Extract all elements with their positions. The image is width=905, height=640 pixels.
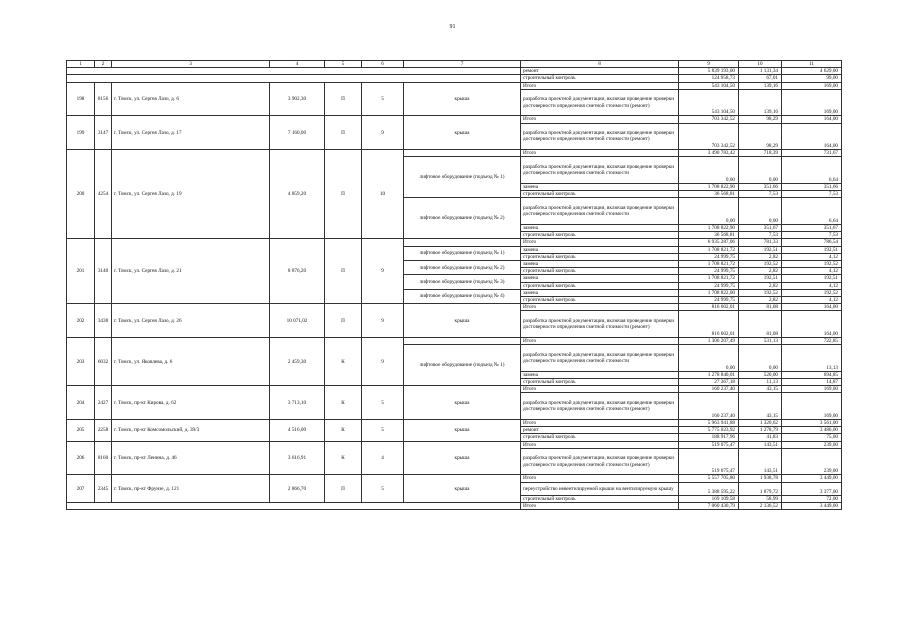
value-cell: 816 602,01 — [679, 304, 739, 311]
floors-cell: 4 — [362, 441, 404, 475]
value-cell: 143,51 — [739, 448, 782, 475]
empty-cell — [404, 239, 521, 246]
value-cell: 519 075,47 — [679, 448, 739, 475]
element-cell: лифтовое оборудование (подъезд № 1) — [404, 246, 521, 260]
wall-type-cell: К — [325, 338, 362, 386]
value-cell: 169,00 — [782, 386, 842, 393]
address-cell: г. Томск, ул. Сергея Лазо, д. 17 — [112, 116, 270, 150]
building-code-cell: 2427 — [95, 386, 112, 420]
value-cell: 169 109,58 — [679, 495, 739, 502]
column-header: 3 — [112, 61, 270, 68]
building-code-cell: 8156 — [95, 82, 112, 116]
value-cell: 124 958,73 — [679, 75, 739, 82]
value-cell: 731,67 — [782, 150, 842, 157]
value-cell: 98,29 — [739, 123, 782, 150]
value-cell: 24 999,75 — [679, 268, 739, 275]
value-cell: 160 237,40 — [679, 386, 739, 393]
value-cell: 81,08 — [739, 311, 782, 338]
value-cell: 7 060 430,79 — [679, 503, 739, 510]
wall-type-cell: П — [325, 475, 362, 503]
value-cell: 98,29 — [739, 116, 782, 123]
value-cell: 58,99 — [739, 495, 782, 502]
wall-type-cell: П — [325, 304, 362, 338]
value-cell: 14,87 — [782, 379, 842, 386]
area-cell: 3 713,10 — [270, 386, 325, 420]
work-type-cell: строительный контроль — [521, 253, 679, 260]
value-cell: 7,53 — [739, 191, 782, 198]
value-cell: 531,13 — [739, 338, 782, 345]
value-cell: 718,39 — [739, 150, 782, 157]
work-type-cell: строительный контроль — [521, 268, 679, 275]
table-row — [67, 68, 842, 75]
row-number-cell: 207 — [67, 475, 95, 503]
value-cell: 786,54 — [782, 239, 842, 246]
work-type-cell: строительный контроль — [521, 282, 679, 289]
row-number-cell: 203 — [67, 338, 95, 386]
value-cell: 5 775 023,92 — [679, 427, 739, 434]
address-cell: г. Томск, пр-кт Ленина, д. 46 — [112, 441, 270, 475]
floors-cell: 5 — [362, 386, 404, 420]
work-type-cell: замена — [521, 289, 679, 296]
work-type-cell: замена — [521, 261, 679, 268]
value-cell: 6 935 287,06 — [679, 239, 739, 246]
value-cell: 164,00 — [782, 304, 842, 311]
value-cell: 816 602,01 — [679, 311, 739, 338]
repair-schedule-table — [66, 60, 842, 510]
element-cell: крыша — [404, 116, 521, 150]
work-type-cell: строительный контроль — [521, 495, 679, 502]
value-cell: 7,53 — [782, 232, 842, 239]
value-cell: 1 320,62 — [739, 420, 782, 427]
building-code-cell: 4254 — [95, 150, 112, 239]
work-type-cell: Итого — [521, 82, 679, 89]
value-cell: 2,82 — [739, 282, 782, 289]
value-cell: 0,00 — [739, 345, 782, 372]
value-cell: 543 104,50 — [679, 89, 739, 116]
value-cell: 2,82 — [739, 253, 782, 260]
work-type-cell: замена — [521, 275, 679, 282]
column-header: 8 — [521, 61, 679, 68]
work-type-cell: замена — [521, 225, 679, 232]
area-cell: 4 516,00 — [270, 420, 325, 442]
floors-cell: 5 — [362, 82, 404, 116]
value-cell: 1 708 822,90 — [679, 225, 739, 232]
value-cell: 1 708 821,72 — [679, 246, 739, 253]
value-cell: 1 879,72 — [739, 482, 782, 495]
value-cell: 43,15 — [739, 386, 782, 393]
wall-type-cell: К — [325, 441, 362, 475]
element-cell: лифтовое оборудование (подъезд № 2) — [404, 198, 521, 239]
header-row — [67, 61, 842, 68]
work-type-cell: строительный контроль — [521, 232, 679, 239]
value-cell: 1 708 821,72 — [679, 261, 739, 268]
work-type-cell: разработка проектной документации, включая проведение проверки достоверности определения сметной стоимости (ремонт) — [521, 89, 679, 116]
value-cell: 169,00 — [782, 82, 842, 89]
row-number-cell: 204 — [67, 386, 95, 420]
value-cell: 72,00 — [782, 495, 842, 502]
value-cell: 2 136,52 — [739, 503, 782, 510]
work-type-cell: строительный контроль — [521, 434, 679, 441]
element-cell: крыша — [404, 386, 521, 420]
value-cell: 5 839 193,00 — [679, 68, 739, 75]
value-cell: 4,12 — [782, 282, 842, 289]
value-cell: 3 486,00 — [782, 427, 842, 434]
column-header: 4 — [270, 61, 325, 68]
column-header: 5 — [325, 61, 362, 68]
floors-cell: 9 — [362, 116, 404, 150]
value-cell: 520,00 — [739, 371, 782, 378]
address-cell: г. Томск, ул. Сергея Лазо, д. 19 — [112, 150, 270, 239]
address-cell: г. Томск, ул. Яковлева, д. 6 — [112, 338, 270, 386]
value-cell: 5 557 705,80 — [679, 475, 739, 482]
work-type-cell: Итого — [521, 116, 679, 123]
value-cell: 139,16 — [739, 82, 782, 89]
work-type-cell: строительный контроль — [521, 75, 679, 82]
value-cell: 0,00 — [679, 198, 739, 225]
element-cell: крыша — [404, 441, 521, 475]
row-number-cell: 200 — [67, 150, 95, 239]
work-type-cell: строительный контроль — [521, 379, 679, 386]
value-cell: 24 999,75 — [679, 253, 739, 260]
building-code-cell: 2345 — [95, 475, 112, 503]
table-row — [67, 386, 842, 393]
floors-cell: 10 — [362, 150, 404, 239]
value-cell: 169,00 — [782, 393, 842, 420]
column-header: 11 — [782, 61, 842, 68]
building-code-cell: 2258 — [95, 420, 112, 442]
work-type-cell: строительный контроль — [521, 297, 679, 304]
table-row — [67, 503, 842, 510]
value-cell: 13,13 — [782, 345, 842, 372]
value-cell: 192,51 — [782, 275, 842, 282]
table-row — [67, 420, 842, 427]
wall-type-cell: П — [325, 82, 362, 116]
value-cell: 41,83 — [739, 434, 782, 441]
address-cell: г. Томск, ул. Сергея Лазо, д. 26 — [112, 304, 270, 338]
value-cell: 781,33 — [739, 239, 782, 246]
building-code-cell: 3147 — [95, 116, 112, 150]
value-cell: 2,82 — [739, 297, 782, 304]
value-cell: 192,51 — [739, 275, 782, 282]
address-cell: г. Томск, пр-кт Комсомольский, д. 39/3 — [112, 420, 270, 442]
element-cell: лифтовое оборудование (подъезд № 1) — [404, 345, 521, 386]
work-type-cell: Итого — [521, 441, 679, 448]
value-cell: 192,51 — [739, 246, 782, 253]
value-cell: 75,00 — [782, 434, 842, 441]
value-cell: 1 131,34 — [739, 68, 782, 75]
address-cell: г. Томск, ул. Сергея Лазо, д. 6 — [112, 82, 270, 116]
area-cell: 4 859,20 — [270, 150, 325, 239]
column-header: 1 — [67, 61, 95, 68]
page-number: 91 — [449, 24, 456, 30]
building-code-cell: 6032 — [95, 338, 112, 386]
area-cell: 10 071,02 — [270, 304, 325, 338]
value-cell: 169,00 — [782, 89, 842, 116]
floors-cell: 5 — [362, 420, 404, 442]
value-cell: 192,52 — [739, 261, 782, 268]
floors-cell: 9 — [362, 338, 404, 386]
table-row — [67, 82, 842, 89]
value-cell: 6,64 — [782, 198, 842, 225]
value-cell: 239,00 — [782, 448, 842, 475]
table-row — [67, 304, 842, 311]
wall-type-cell: П — [325, 116, 362, 150]
value-cell: 192,52 — [739, 289, 782, 296]
wall-type-cell: П — [325, 150, 362, 239]
value-cell: 99,00 — [782, 75, 842, 82]
work-type-cell: разработка проектной документации, включая проведение проверки достоверности определения сметной стоимости (ремонт) — [521, 123, 679, 150]
column-header: 9 — [679, 61, 739, 68]
value-cell: 694,85 — [782, 371, 842, 378]
element-cell: лифтовое оборудование (подъезд № 4) — [404, 289, 521, 303]
column-header: 10 — [739, 61, 782, 68]
value-cell: 24 999,75 — [679, 297, 739, 304]
work-type-cell: переустройство невентилируемой крыши на вентилируемую крышу — [521, 482, 679, 495]
value-cell: 1 938,78 — [739, 475, 782, 482]
row-number-cell: 199 — [67, 116, 95, 150]
address-cell: г. Томск, ул. Сергея Лазо, д. 21 — [112, 239, 270, 304]
work-type-cell: разработка проектной документации, включая проведение проверки достоверности определения сметной стоимости (ремонт) — [521, 393, 679, 420]
value-cell: 703 342,52 — [679, 123, 739, 150]
value-cell: 3 449,00 — [782, 503, 842, 510]
value-cell: 164,00 — [782, 311, 842, 338]
row-number-cell: 201 — [67, 239, 95, 304]
value-cell: 4 629,00 — [782, 68, 842, 75]
element-cell: крыша — [404, 475, 521, 503]
work-type-cell: Итого — [521, 475, 679, 482]
value-cell: 4,12 — [782, 253, 842, 260]
value-cell: 351,67 — [782, 225, 842, 232]
value-cell: 7,53 — [739, 232, 782, 239]
floors-cell: 9 — [362, 304, 404, 338]
value-cell: 722,85 — [782, 338, 842, 345]
work-type-cell: разработка проектной документации, включая проведение проверки достоверности определения сметной стоимости (ремонт) — [521, 311, 679, 338]
area-cell: 2 866,70 — [270, 475, 325, 503]
row-number-cell: 198 — [67, 82, 95, 116]
value-cell: 0,00 — [679, 345, 739, 372]
value-cell: 4,12 — [782, 297, 842, 304]
value-cell: 1 278 840,01 — [679, 371, 739, 378]
wall-type-cell: К — [325, 420, 362, 442]
value-cell: 3 449,00 — [782, 475, 842, 482]
value-cell: 192,51 — [782, 246, 842, 253]
table-row — [67, 150, 842, 157]
table-row — [67, 75, 842, 82]
element-cell: крыша — [404, 304, 521, 338]
table-row — [67, 116, 842, 123]
work-type-cell: разработка проектной документации, включая проведение проверки достоверности определения сметной стоимости — [521, 345, 679, 372]
work-type-cell: Итого — [521, 420, 679, 427]
value-cell: 27 367,18 — [679, 379, 739, 386]
work-type-cell: разработка проектной документации, включая проведение проверки достоверности определения сметной стоимости — [521, 157, 679, 184]
value-cell: 24 999,75 — [679, 282, 739, 289]
work-type-cell: строительный контроль — [521, 191, 679, 198]
row-number-cell: 206 — [67, 441, 95, 475]
work-type-cell: замена — [521, 246, 679, 253]
work-type-cell: разработка проектной документации, включая проведение проверки достоверности определения сметной стоимости — [521, 198, 679, 225]
value-cell: 11,13 — [739, 379, 782, 386]
value-cell: 36 568,81 — [679, 232, 739, 239]
value-cell: 139,16 — [739, 89, 782, 116]
building-code-cell: 3140 — [95, 239, 112, 304]
area-cell: 2 459,30 — [270, 338, 325, 386]
wall-type-cell: П — [325, 239, 362, 304]
floors-cell: 9 — [362, 239, 404, 304]
work-type-cell: Итого — [521, 386, 679, 393]
work-type-cell: Итого — [521, 239, 679, 246]
value-cell: 43,15 — [739, 393, 782, 420]
value-cell: 0,00 — [739, 157, 782, 184]
value-cell: 351,66 — [739, 184, 782, 191]
element-cell: лифтовое оборудование (подъезд № 1) — [404, 157, 521, 198]
value-cell: 164,00 — [782, 116, 842, 123]
table-row — [67, 441, 842, 448]
work-type-cell: замена — [521, 184, 679, 191]
value-cell: 2,82 — [739, 268, 782, 275]
area-cell: 8 876,20 — [270, 239, 325, 304]
value-cell: 36 568,81 — [679, 191, 739, 198]
address-cell: г. Томск, пр-кт Фрунзе, д. 121 — [112, 475, 270, 503]
row-number-cell: 202 — [67, 304, 95, 338]
value-cell: 3 377,00 — [782, 482, 842, 495]
value-cell: 1 708 821,72 — [679, 275, 739, 282]
floors-cell: 5 — [362, 475, 404, 503]
work-type-cell: Итого — [521, 503, 679, 510]
work-type-cell: ремонт — [521, 68, 679, 75]
area-cell: 3 616,91 — [270, 441, 325, 475]
wall-type-cell: К — [325, 386, 362, 420]
value-cell: 3 490 783,42 — [679, 150, 739, 157]
value-cell: 67,01 — [739, 75, 782, 82]
value-cell: 7,53 — [782, 191, 842, 198]
column-header: 2 — [95, 61, 112, 68]
column-header: 6 — [362, 61, 404, 68]
value-cell: 192,52 — [782, 289, 842, 296]
empty-cell — [404, 150, 521, 157]
value-cell: 351,67 — [739, 225, 782, 232]
value-cell: 3 561,00 — [782, 420, 842, 427]
area-cell: 7 160,00 — [270, 116, 325, 150]
value-cell: 5 963 941,88 — [679, 420, 739, 427]
value-cell: 1 278,79 — [739, 427, 782, 434]
value-cell: 0,00 — [739, 198, 782, 225]
column-header: 7 — [404, 61, 521, 68]
value-cell: 239,00 — [782, 441, 842, 448]
building-code-cell: 8160 — [95, 441, 112, 475]
work-type-cell: замена — [521, 371, 679, 378]
value-cell: 6,64 — [782, 157, 842, 184]
value-cell: 143,51 — [739, 441, 782, 448]
value-cell: 160 237,40 — [679, 393, 739, 420]
work-type-cell: Итого — [521, 150, 679, 157]
empty-cell — [67, 75, 521, 82]
table-row — [67, 338, 842, 345]
value-cell: 1 708 822,00 — [679, 289, 739, 296]
work-type-cell: Итого — [521, 304, 679, 311]
value-cell: 703 342,52 — [679, 116, 739, 123]
building-code-cell: 3438 — [95, 304, 112, 338]
element-cell: крыша — [404, 82, 521, 116]
value-cell: 81,08 — [739, 304, 782, 311]
work-type-cell: ремонт — [521, 427, 679, 434]
value-cell: 1 306 207,49 — [679, 338, 739, 345]
value-cell: 188 917,96 — [679, 434, 739, 441]
element-cell: лифтовое оборудование (подъезд № 2) — [404, 261, 521, 275]
element-cell: лифтовое оборудование (подъезд № 3) — [404, 275, 521, 289]
value-cell: 519 075,47 — [679, 441, 739, 448]
empty-cell — [67, 503, 521, 510]
table-row — [67, 475, 842, 482]
element-cell: крыша — [404, 420, 521, 442]
area-cell: 3 902,30 — [270, 82, 325, 116]
value-cell: 1 708 822,90 — [679, 184, 739, 191]
address-cell: г. Томск, пр-кт Кирова, д. 62 — [112, 386, 270, 420]
value-cell: 4,12 — [782, 268, 842, 275]
empty-cell — [67, 68, 521, 75]
value-cell: 0,00 — [679, 157, 739, 184]
table-row — [67, 239, 842, 246]
work-type-cell: Итого — [521, 338, 679, 345]
row-number-cell: 205 — [67, 420, 95, 442]
work-type-cell: разработка проектной документации, включая проведение проверки достоверности определения сметной стоимости (ремонт) — [521, 448, 679, 475]
value-cell: 5 388 595,22 — [679, 482, 739, 495]
value-cell: 192,52 — [782, 261, 842, 268]
value-cell: 543 104,50 — [679, 82, 739, 89]
empty-cell — [404, 338, 521, 345]
value-cell: 351,66 — [782, 184, 842, 191]
value-cell: 164,00 — [782, 123, 842, 150]
